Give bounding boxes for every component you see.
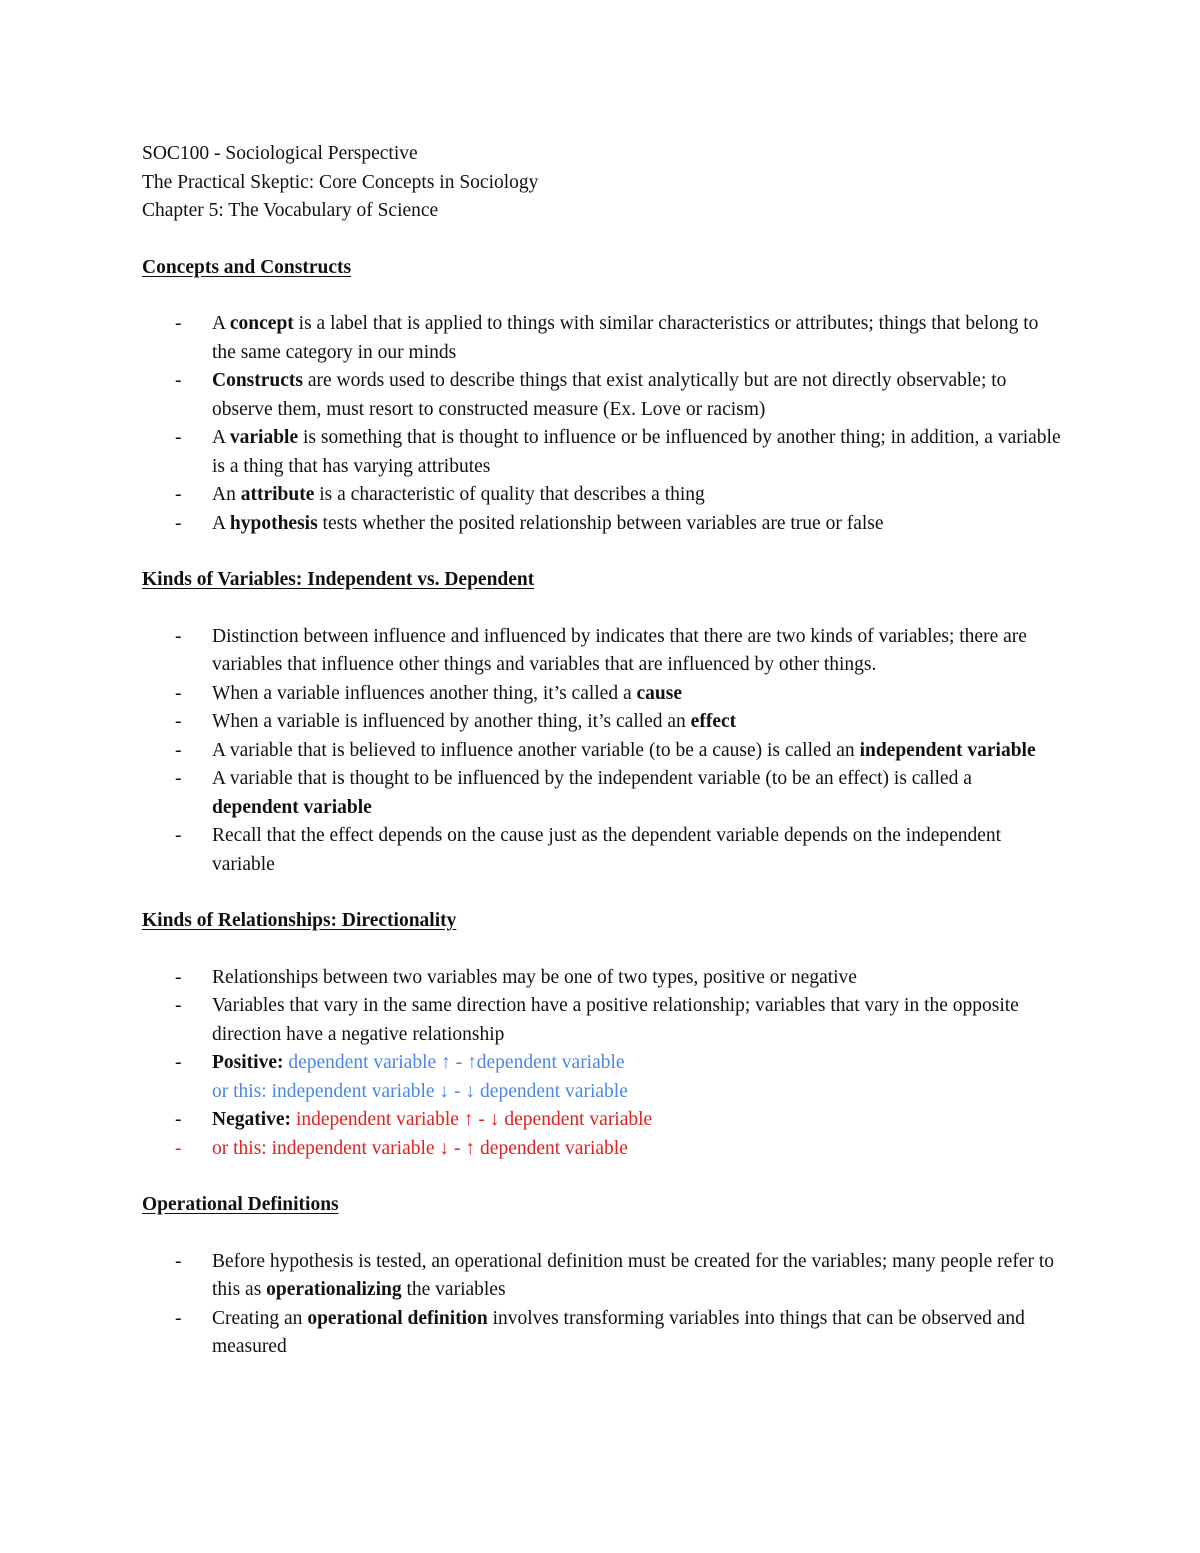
item-text: When a variable is influenced by another thing, it’s called an bbox=[212, 711, 691, 732]
key-term: variable bbox=[229, 427, 299, 448]
chapter-title: Chapter 5: The Vocabulary of Science bbox=[142, 200, 439, 221]
list-item bbox=[142, 737, 1062, 766]
key-term: Negative: bbox=[212, 1109, 292, 1130]
item-text: A variable that is believed to influence another variable (to be a cause) is called an bbox=[212, 739, 860, 761]
book-title: The Practical Skeptic: Core Concepts in Sociology bbox=[142, 171, 539, 193]
bullet-list-variables bbox=[142, 623, 1062, 880]
item-text: tests whether the posited relationship between variables are true or false bbox=[317, 512, 884, 534]
bullet-list-relationships bbox=[142, 964, 1062, 1164]
document-page bbox=[142, 140, 1062, 1362]
bullet-dash: - bbox=[175, 682, 182, 704]
section-heading-relationships: Kinds of Relationships: Directionality bbox=[142, 910, 457, 931]
key-term: hypothesis bbox=[229, 512, 318, 534]
item-text: is a label that is applied to things with similar characteristics or attributes; things that belong to the same category in our minds bbox=[212, 313, 1039, 363]
bullet-dash: - bbox=[175, 625, 182, 647]
list-item bbox=[142, 367, 1062, 424]
bullet-dash: - bbox=[175, 1109, 182, 1130]
item-text: is a characteristic of quality that describes a thing bbox=[314, 484, 705, 505]
item-text: A bbox=[212, 512, 230, 534]
bullet-dash: - bbox=[175, 739, 182, 761]
bullet-dash: - bbox=[175, 512, 182, 534]
list-item bbox=[142, 1049, 1062, 1106]
negative-relationship-alt-text: or this: independent variable ↓ - ↑ dependent variable bbox=[212, 1137, 628, 1159]
key-term: independent variable bbox=[859, 739, 1036, 761]
list-item bbox=[142, 481, 1062, 510]
item-text: Variables that vary in the same direction have a positive relationship; variables that vary in the opposite direction have a negative relationship bbox=[212, 995, 1019, 1045]
list-item bbox=[142, 424, 1062, 481]
key-term: cause bbox=[636, 682, 682, 704]
bullet-dash: - bbox=[175, 1307, 182, 1329]
positive-relationship-text: dependent variable ↑ - ↑dependent variable bbox=[283, 1052, 625, 1073]
list-item bbox=[142, 964, 1062, 993]
section-heading-variables: Kinds of Variables: Independent vs. Dependent bbox=[142, 569, 535, 590]
item-text: the variables bbox=[401, 1279, 506, 1300]
key-term: operational definition bbox=[307, 1307, 488, 1329]
list-item bbox=[142, 765, 1062, 822]
item-text: Creating an bbox=[212, 1307, 308, 1329]
key-term: concept bbox=[229, 313, 294, 334]
item-text: is something that is thought to influence or be influenced by another thing; in addition, a variable is a thing that has varying attributes bbox=[212, 427, 1061, 477]
item-text: are words used to describe things that exist analytically but are not directly observable; to observe them, must resort to constructed measure (Ex. Love or racism) bbox=[212, 370, 1007, 420]
bullet-dash: - bbox=[175, 825, 182, 846]
course-title: SOC100 - Sociological Perspective bbox=[142, 143, 418, 164]
bullet-dash: - bbox=[175, 711, 182, 732]
item-text: When a variable influences another thing, it’s called a bbox=[212, 682, 637, 704]
bullet-dash: - bbox=[175, 966, 182, 988]
bullet-dash: - bbox=[175, 1137, 182, 1159]
item-text: Recall that the effect depends on the cause just as the dependent variable depends on the independent variable bbox=[212, 825, 1002, 875]
item-text: Relationships between two variables may be one of two types, positive or negative bbox=[212, 966, 857, 988]
list-item bbox=[142, 992, 1062, 1049]
list-item bbox=[142, 623, 1062, 680]
bullet-dash: - bbox=[175, 1052, 182, 1073]
key-term: dependent variable bbox=[212, 796, 372, 818]
positive-relationship-alt-text: or this: independent variable ↓ - ↓ dependent variable bbox=[212, 1080, 628, 1102]
list-item bbox=[142, 822, 1062, 879]
list-item bbox=[142, 1248, 1062, 1305]
key-term: Positive: bbox=[212, 1052, 284, 1073]
bullet-list-concepts bbox=[142, 310, 1062, 538]
item-text: A variable that is thought to be influenced by the independent variable (to be an effect) is called a bbox=[212, 768, 972, 789]
item-text: A bbox=[212, 427, 230, 448]
item-text: An bbox=[212, 484, 241, 505]
item-text: involves transforming variables into things that can be observed and measured bbox=[212, 1307, 1025, 1357]
item-text: A bbox=[212, 313, 230, 334]
list-item bbox=[142, 1135, 1062, 1164]
list-item bbox=[142, 708, 1062, 737]
bullet-list-operational bbox=[142, 1248, 1062, 1362]
bullet-dash: - bbox=[175, 1250, 182, 1272]
bullet-dash: - bbox=[175, 768, 182, 789]
bullet-dash: - bbox=[175, 484, 182, 505]
list-item bbox=[142, 1305, 1062, 1362]
section-heading-operational: Operational Definitions bbox=[142, 1194, 339, 1215]
key-term: effect bbox=[690, 711, 737, 732]
bullet-dash: - bbox=[175, 427, 182, 448]
key-term: operationalizing bbox=[266, 1279, 402, 1300]
key-term: Constructs bbox=[212, 370, 303, 391]
list-item bbox=[142, 680, 1062, 709]
item-text: Distinction between influence and influenced by indicates that there are two kinds of variables; there are variables that influence other things and variables that are influenced by other things. bbox=[212, 625, 1027, 675]
list-item bbox=[142, 1106, 1062, 1135]
bullet-dash: - bbox=[175, 313, 182, 334]
item-text: Before hypothesis is tested, an operational definition must be created for the variables; many people refer to this as bbox=[212, 1250, 1055, 1300]
section-heading-concepts: Concepts and Constructs bbox=[142, 256, 352, 278]
negative-relationship-text: independent variable ↑ - ↓ dependent variable bbox=[291, 1109, 653, 1130]
key-term: attribute bbox=[240, 484, 315, 505]
bullet-dash: - bbox=[175, 995, 182, 1016]
bullet-dash: - bbox=[175, 370, 182, 391]
list-item bbox=[142, 510, 1062, 539]
list-item bbox=[142, 310, 1062, 367]
